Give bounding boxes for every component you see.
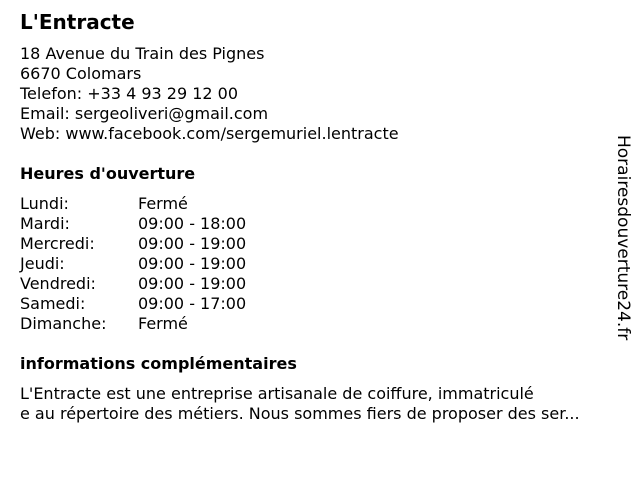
hours-time: Fermé [138, 314, 188, 333]
info-line: e au répertoire des métiers. Nous sommes fiers de proposer des ser... [20, 404, 580, 423]
opening-hours-table [20, 194, 320, 334]
hours-day: Jeudi: [20, 254, 65, 273]
hours-day: Mercredi: [20, 234, 95, 253]
hours-time: 09:00 - 19:00 [138, 274, 247, 293]
phone-text[interactable]: Telefon: +33 4 93 29 12 00 [20, 84, 239, 103]
business-name: L'Entracte [20, 10, 135, 34]
address-city: 6670 Colomars [20, 64, 142, 83]
email-text[interactable]: Email: sergeoliveri@gmail.com [20, 104, 269, 123]
site-watermark: Horairesdouverture24.fr [613, 135, 633, 341]
hours-time: 09:00 - 19:00 [138, 254, 247, 273]
hours-row-sunday [20, 314, 320, 334]
additional-info-heading: informations complémentaires [20, 354, 297, 373]
hours-row-thursday [20, 254, 320, 274]
additional-info-text [20, 384, 580, 424]
contact-block [20, 44, 399, 144]
hours-time: Fermé [138, 194, 188, 213]
hours-time: 09:00 - 18:00 [138, 214, 247, 233]
hours-day: Lundi: [20, 194, 69, 213]
opening-hours-heading: Heures d'ouverture [20, 164, 196, 183]
hours-row-wednesday [20, 234, 320, 254]
hours-day: Dimanche: [20, 314, 107, 333]
info-line: L'Entracte est une entreprise artisanale de coiffure, immatriculé [20, 384, 534, 403]
hours-row-saturday [20, 294, 320, 314]
hours-day: Vendredi: [20, 274, 96, 293]
hours-day: Mardi: [20, 214, 70, 233]
hours-row-monday [20, 194, 320, 214]
website-text[interactable]: Web: www.facebook.com/sergemuriel.lentracte [20, 124, 399, 143]
hours-row-friday [20, 274, 320, 294]
hours-time: 09:00 - 17:00 [138, 294, 247, 313]
hours-time: 09:00 - 19:00 [138, 234, 247, 253]
hours-day: Samedi: [20, 294, 86, 313]
address-street: 18 Avenue du Train des Pignes [20, 44, 265, 63]
hours-row-tuesday [20, 214, 320, 234]
